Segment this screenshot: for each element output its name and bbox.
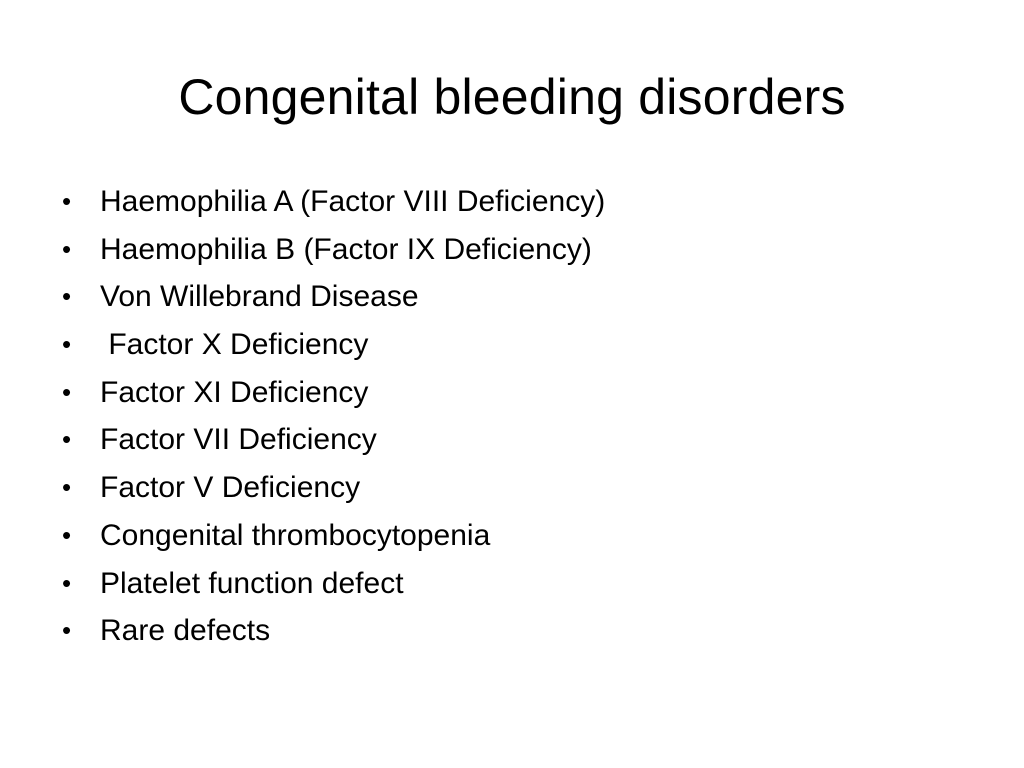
list-item-text: Platelet function defect	[100, 566, 404, 600]
list-item-text: Factor VII Deficiency	[100, 423, 377, 457]
bullet-dot-icon: •	[62, 233, 72, 264]
list-item	[62, 321, 962, 369]
list-item	[62, 369, 962, 417]
list-item	[62, 512, 962, 560]
bullet-dot-icon: •	[62, 615, 72, 646]
list-item	[62, 560, 962, 608]
list-item-text: Haemophilia B (Factor IX Deficiency)	[100, 232, 592, 266]
list-item-text: Von Willebrand Disease	[100, 280, 419, 314]
bullet-dot-icon: •	[62, 186, 72, 216]
bullet-dot-icon: •	[62, 567, 72, 598]
list-item-text: Factor V Deficiency	[100, 471, 361, 505]
bullet-dot-icon: •	[62, 472, 72, 503]
bullet-dot-icon: •	[62, 376, 72, 407]
list-item-text: Haemophilia A (Factor VIII Deficiency)	[100, 185, 606, 218]
slide-title: Congenital bleeding disorders	[178, 69, 846, 125]
list-item	[62, 464, 962, 512]
list-item-text: Congenital thrombocytopenia	[100, 518, 491, 552]
list-item-text: Factor X Deficiency	[100, 328, 369, 362]
list-item	[62, 416, 962, 464]
bullet-dot-icon: •	[62, 424, 72, 455]
list-item	[62, 607, 962, 655]
list-item	[62, 178, 962, 226]
list-item-text: Factor XI Deficiency	[100, 375, 369, 409]
list-item	[62, 226, 962, 274]
bullet-list	[62, 178, 962, 655]
bullet-dot-icon: •	[62, 519, 72, 550]
bullet-dot-icon: •	[62, 329, 72, 360]
list-item-text: Rare defects	[100, 614, 271, 648]
list-item	[62, 273, 962, 321]
bullet-dot-icon: •	[62, 281, 72, 312]
